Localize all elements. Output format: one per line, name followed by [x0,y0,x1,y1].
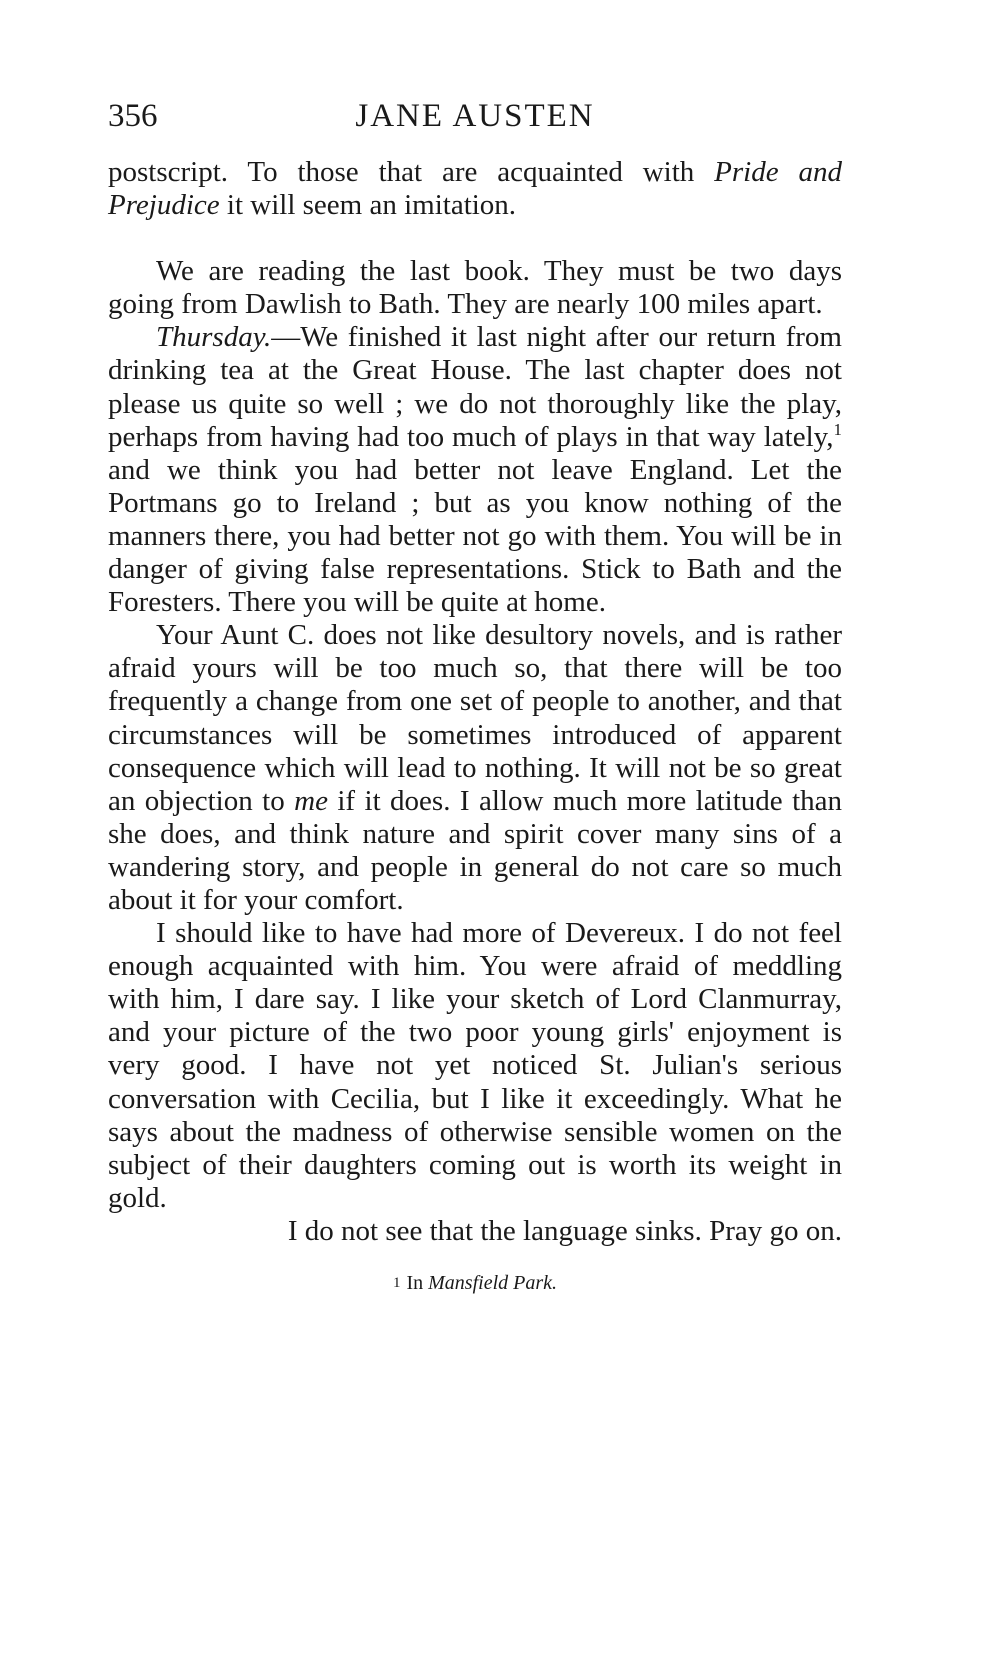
paragraph-5: I should like to have had more of Devereux. I do not feel enough acquainted with him. You were afraid of meddling with him, I dare say. I like your sketch of Lord Clanmurray, and your picture of the two poor young girls' enjoyment is very good. I have not yet noticed St. Julian's serious conversation with Cecilia, but I like it exceedingly. What he says about the madness of otherwise sensible women on the subject of their daughters coming out is worth its weight in gold. [108,917,842,1214]
page-number: 356 [108,98,158,134]
book-page [108,92,842,1296]
thursday-italic: Thursday. [156,321,272,354]
footnote [108,1270,842,1296]
paragraph-3-text-a: —We finished it last night after our return from drinking tea at the Great House. The last chapter does not please us quite so well ; we do not thoroughly like the play, perhaps from having had too much of plays in that way lately, [108,321,842,453]
paragraph-1-text-a: postscript. To those that are acquainted with [108,156,715,188]
paragraph-3 [108,321,842,619]
paragraph-1 [108,156,842,222]
paragraph-4-text-a: Your Aunt C. does not like desultory novels, and is rather afraid yours will be too much so, that there will be too frequently a change from one set of people to another, and that circumstances will be sometimes introduced of apparent consequence which will lead to nothing. It will not be so great an objection to [108,619,842,817]
paragraph-4-text-b: if it does. I allow much more latitude than she does, and think nature and spirit cover many sins of a wandering story, and people in general do not care so much about it for your comfort. [108,784,842,916]
paragraph-3-text-b: and we think you had better not leave England. Let the Portmans go to Ireland ; but as you know nothing of the manners there, you had better not go with them. You will be in danger of giving false representations. Stick to Bath and the Foresters. There you will be quite at home. [108,453,842,619]
page-header [108,92,842,140]
me-italic: me [294,784,328,817]
footnote-marker: 1 [392,1275,401,1291]
footnote-title-italic: Mansfield Park. [428,1272,558,1294]
footnote-prefix: In [406,1272,429,1294]
body-text [108,156,842,1248]
running-title: JANE AUSTEN [355,98,595,134]
paragraph-4 [108,619,842,917]
paragraph-6: I do not see that the language sinks. Pray go on. [287,1214,842,1247]
paragraph-1-text-b: it will seem an imitation. [219,189,517,222]
paragraph-2: We are reading the last book. They must be two days going from Dawlish to Bath. They are nearly 100 miles apart. [108,255,842,321]
footnote-reference: 1 [833,419,842,439]
book-title-italic: Pride and Prejudice [108,156,842,222]
